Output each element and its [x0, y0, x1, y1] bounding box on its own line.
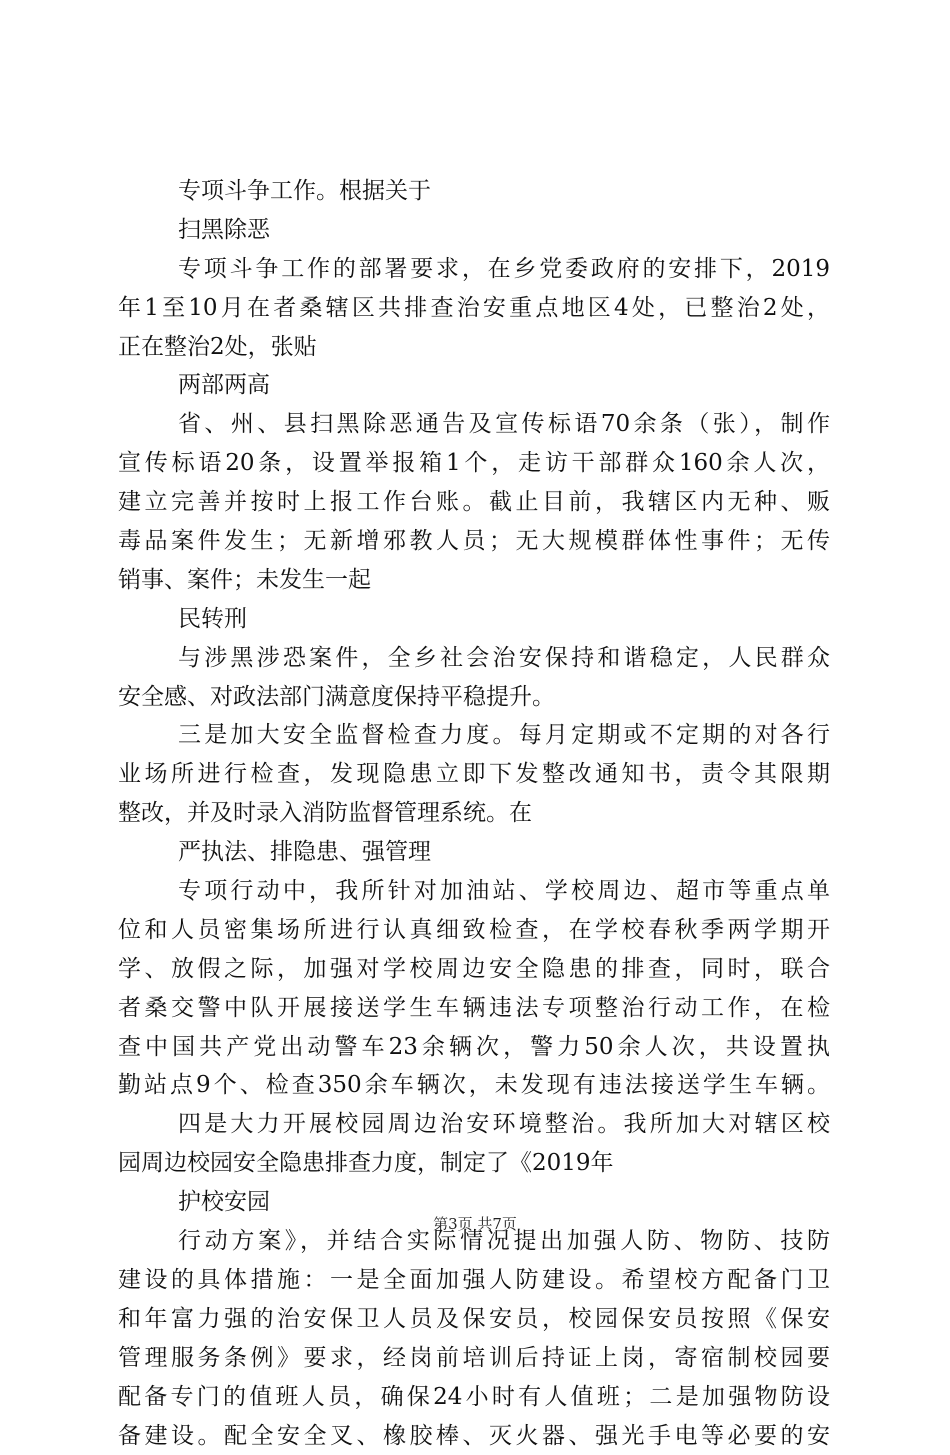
- text-line: 专项斗争工作的部署要求，在乡党委政府的安排下，2019: [118, 250, 830, 289]
- text-line: 安全感、对政法部门满意度保持平稳提升。: [118, 678, 830, 717]
- text-line: 两部两高: [118, 366, 830, 405]
- text-line: 行动方案》，并结合实际情况提出加强人防、物防、技防: [118, 1222, 830, 1261]
- document-body: [118, 172, 830, 1455]
- text-line: 整改，并及时录入消防监督管理系统。在: [118, 794, 830, 833]
- text-line: 者桑交警中队开展接送学生车辆违法专项整治行动工作，在检: [118, 989, 830, 1028]
- text-line: 建立完善并按时上报工作台账。截止目前，我辖区内无种、贩: [118, 483, 830, 522]
- text-line: 建设的具体措施：一是全面加强人防建设。希望校方配备门卫: [118, 1261, 830, 1300]
- text-line: 专项斗争工作。根据关于: [118, 172, 830, 211]
- text-line: 三是加大安全监督检查力度。每月定期或不定期的对各行: [118, 716, 830, 755]
- text-line: 位和人员密集场所进行认真细致检查，在学校春秋季两学期开: [118, 911, 830, 950]
- text-line: 管理服务条例》要求，经岗前培训后持证上岗，寄宿制校园要: [118, 1339, 830, 1378]
- text-line: 查中国共产党出动警车23余辆次，警力50余人次，共设置执: [118, 1028, 830, 1067]
- text-line: 年1至10月在者桑辖区共排查治安重点地区4处，已整治2处，: [118, 289, 830, 328]
- page-footer: 第3页 共7页: [0, 1214, 950, 1234]
- text-line: 正在整治2处，张贴: [118, 328, 830, 367]
- text-line: 护校安园: [118, 1183, 830, 1222]
- text-line: 园周边校园安全隐患排查力度，制定了《2019年: [118, 1144, 830, 1183]
- text-line: 专项行动中，我所针对加油站、学校周边、超市等重点单: [118, 872, 830, 911]
- text-line: 毒品案件发生；无新增邪教人员；无大规模群体性事件；无传: [118, 522, 830, 561]
- text-line: 省、州、县扫黑除恶通告及宣传标语70余条（张），制作: [118, 405, 830, 444]
- text-line: 与涉黑涉恐案件，全乡社会治安保持和谐稳定，人民群众: [118, 639, 830, 678]
- text-line: 销事、案件；未发生一起: [118, 561, 830, 600]
- text-line: 民转刑: [118, 600, 830, 639]
- text-line: 配备专门的值班人员，确保24小时有人值班；二是加强物防设: [118, 1378, 830, 1417]
- text-line: 备建设。配全安全叉、橡胶棒、灭火器、强光手电等必要的安: [118, 1417, 830, 1455]
- text-line: 学、放假之际，加强对学校周边安全隐患的排查，同时，联合: [118, 950, 830, 989]
- text-line: 和年富力强的治安保卫人员及保安员，校园保安员按照《保安: [118, 1300, 830, 1339]
- text-line: 严执法、排隐患、强管理: [118, 833, 830, 872]
- text-line: 勤站点9个、检查350余车辆次，未发现有违法接送学生车辆。: [118, 1066, 830, 1105]
- text-line: 宣传标语20条，设置举报箱1个，走访干部群众160余人次，: [118, 444, 830, 483]
- text-line: 四是大力开展校园周边治安环境整治。我所加大对辖区校: [118, 1105, 830, 1144]
- text-line: 扫黑除恶: [118, 211, 830, 250]
- text-line: 业场所进行检查，发现隐患立即下发整改通知书，责令其限期: [118, 755, 830, 794]
